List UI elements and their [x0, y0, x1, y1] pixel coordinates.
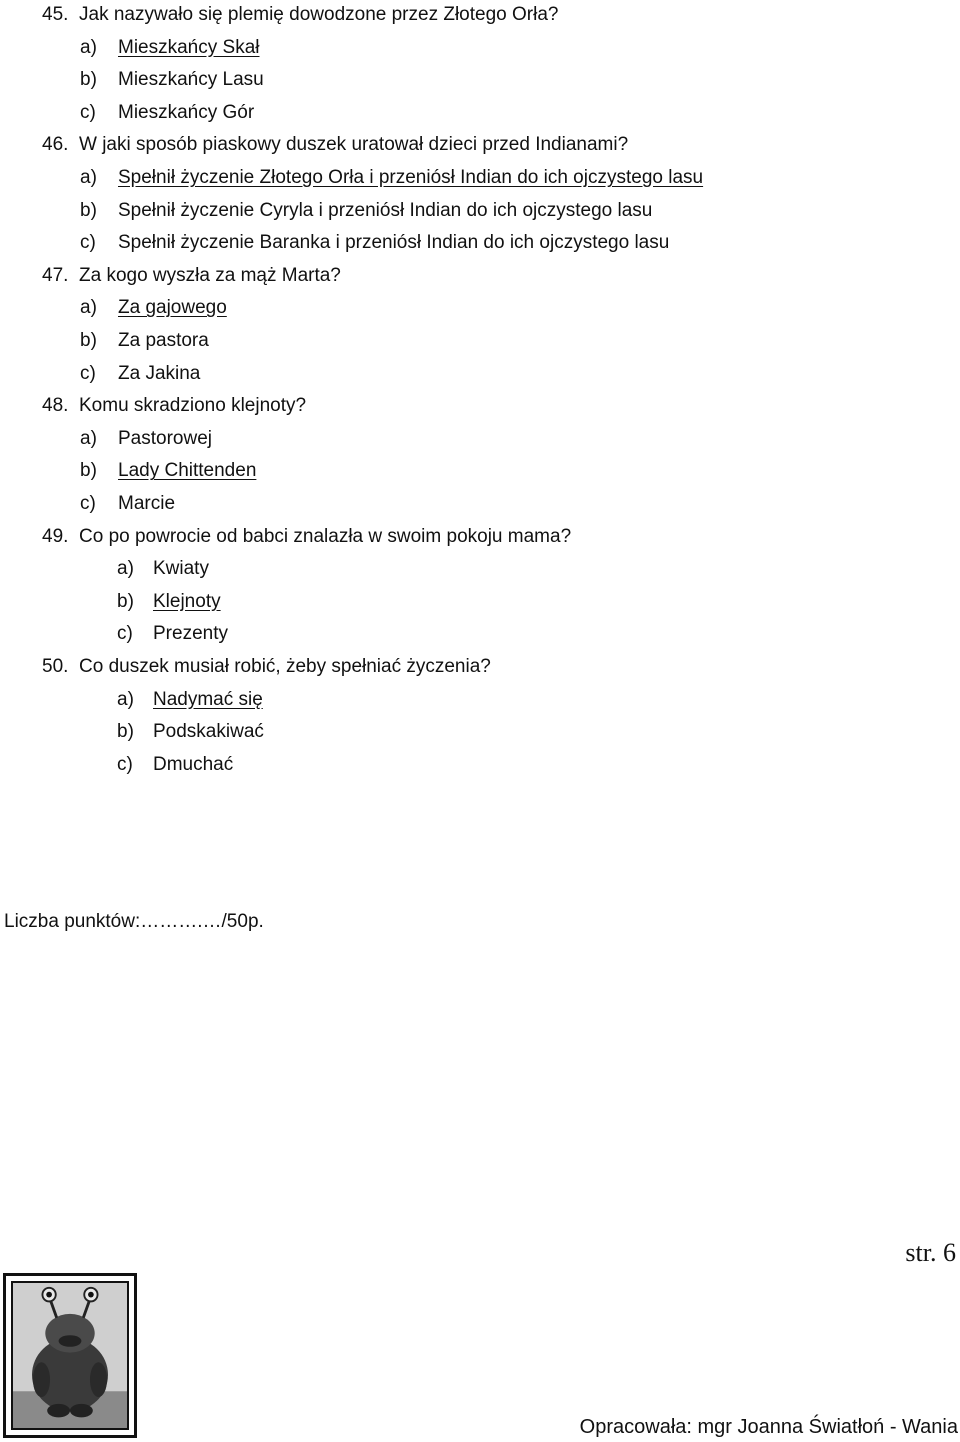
answer-text: Prezenty	[153, 623, 228, 645]
question-47	[42, 261, 341, 291]
score-line: Liczba punktów:……….…/50p.	[4, 911, 264, 932]
answer-text-marked: Za gajowego	[118, 297, 227, 319]
answer-text-marked: Spełnił życzenie Złotego Orła i przeniósł Indian do ich ojczystego lasu	[118, 167, 704, 188]
answer-letter: c)	[80, 362, 96, 384]
question-text: Jak nazywało się plemię dowodzone przez Złotego Orła?	[79, 4, 559, 25]
answer-option	[80, 456, 256, 486]
answer-letter: b)	[117, 721, 134, 743]
question-number: 46.	[42, 134, 69, 156]
answer-option	[117, 685, 263, 715]
answer-letter: c)	[117, 623, 133, 645]
author-credit: Opracowała: mgr Joanna Światłoń - Wania	[579, 1416, 958, 1438]
answer-option	[80, 293, 227, 323]
question-text: Co duszek musiał robić, żeby spełniać życzenia?	[79, 656, 491, 677]
answer-letter: a)	[80, 36, 97, 58]
question-text: Za kogo wyszła za mąż Marta?	[79, 264, 341, 286]
answer-option	[80, 65, 264, 95]
answer-option	[80, 98, 254, 128]
question-number: 50.	[42, 656, 69, 677]
answer-option	[117, 750, 233, 780]
answer-option	[117, 587, 221, 617]
answer-text: Mieszkańcy Gór	[118, 101, 255, 123]
answer-option	[80, 359, 200, 389]
question-number: 45.	[42, 4, 69, 25]
answer-option	[117, 619, 228, 649]
question-48	[42, 391, 306, 421]
answer-text: Podskakiwać	[153, 721, 264, 743]
answer-letter: c)	[80, 232, 96, 254]
answer-letter: c)	[117, 753, 133, 775]
answer-letter: c)	[80, 101, 96, 123]
question-49	[42, 522, 571, 552]
answer-letter: a)	[80, 427, 97, 449]
answer-text: Spełnił życzenie Baranka i przeniósł Indian do ich ojczystego lasu	[118, 232, 670, 254]
answer-letter: b)	[80, 460, 97, 482]
answer-text: Za pastora	[118, 330, 209, 351]
answer-option	[80, 326, 209, 356]
question-46	[42, 130, 628, 160]
question-50	[42, 652, 491, 682]
answer-text-marked: Nadymać się	[153, 688, 263, 710]
framed-illustration	[3, 1273, 137, 1438]
question-text: Komu skradziono klejnoty?	[79, 395, 307, 417]
answer-option	[117, 717, 264, 747]
answer-letter: c)	[80, 493, 96, 514]
answer-option	[80, 424, 212, 454]
question-number: 47.	[42, 264, 69, 286]
answer-option	[117, 554, 209, 584]
answer-letter: b)	[117, 590, 134, 612]
question-text: Co po powrocie od babci znalazła w swoim pokoju mama?	[79, 525, 572, 547]
question-45	[42, 0, 558, 30]
page-number: str. 6	[905, 1238, 956, 1267]
answer-text: Dmuchać	[153, 753, 234, 775]
question-text: W jaki sposób piaskowy duszek uratował dzieci przed Indianami?	[79, 134, 629, 156]
question-number: 49.	[42, 525, 69, 547]
answer-text-marked: Mieszkańcy Skał	[118, 36, 260, 58]
answer-letter: a)	[117, 688, 134, 710]
answer-option	[80, 196, 652, 226]
answer-letter: a)	[80, 297, 97, 319]
answer-text-marked: Klejnoty	[153, 590, 221, 612]
answer-letter: b)	[80, 69, 97, 91]
sand-fairy-icon	[13, 1283, 127, 1428]
answer-text: Mieszkańcy Lasu	[118, 69, 264, 91]
answer-text: Za Jakina	[118, 362, 201, 384]
answer-option	[80, 33, 260, 63]
answer-letter: b)	[80, 330, 97, 351]
answer-option	[80, 228, 669, 258]
answer-text-marked: Lady Chittenden	[118, 460, 257, 482]
answer-text: Kwiaty	[153, 558, 209, 580]
answer-option	[80, 163, 703, 193]
answer-letter: b)	[80, 199, 97, 221]
answer-text: Pastorowej	[118, 427, 212, 449]
answer-text: Marcie	[118, 493, 176, 514]
answer-letter: a)	[117, 558, 134, 580]
answer-option	[80, 489, 175, 519]
question-number: 48.	[42, 395, 69, 417]
sand-fairy-illustration	[11, 1281, 129, 1430]
answer-letter: a)	[80, 167, 97, 188]
answer-text: Spełnił życzenie Cyryla i przeniósł Indian do ich ojczystego lasu	[118, 199, 653, 221]
